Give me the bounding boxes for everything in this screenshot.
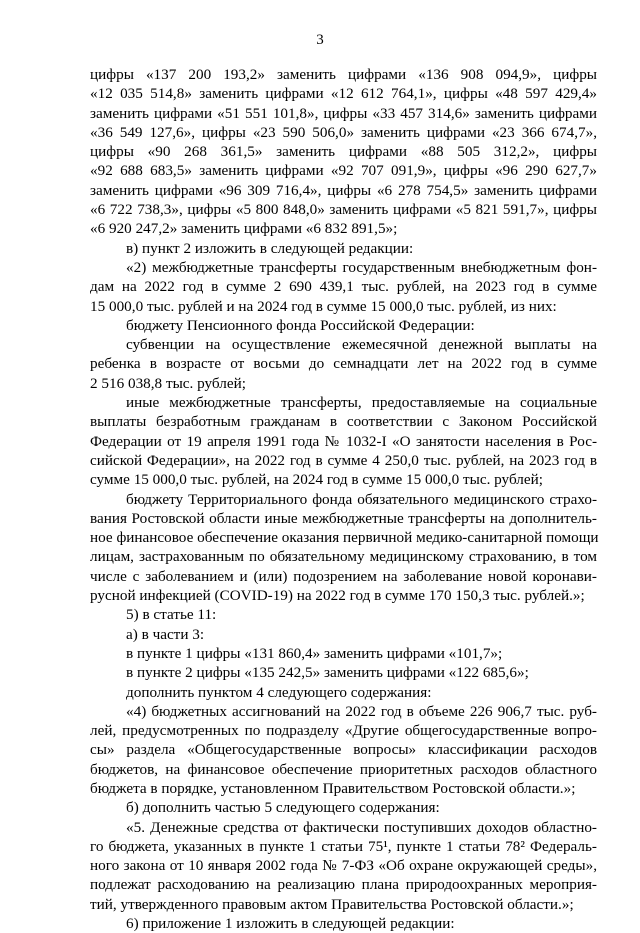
text-line: Федерации от 19 апреля 1991 года № 1032-I «О занятости населения в Рос- [90,432,597,450]
text-line: тий, утвержденного правовым актом Правительства Ростовской области.»; [90,895,574,913]
text-line: «2) межбюджетные трансферты государственным внебюджетным фон- [126,258,597,276]
text-line: 2 516 038,8 тыс. рублей; [90,374,246,392]
text-line: в) пункт 2 изложить в следующей редакции: [126,239,414,257]
text-line: «4) бюджетных ассигнований на 2022 год в объеме 226 906,7 тыс. руб- [126,702,597,720]
text-line: в пункте 2 цифры «135 242,5» заменить цифрами «122 685,6»; [126,664,529,682]
text-line: ребенка в возрасте от восьми до семнадцати лет на 2022 год в сумме [90,355,597,373]
text-line: заменить цифрами «51 551 101,8», цифры «33 457 314,6» заменить цифрами [90,104,597,122]
text-line: лицам, застрахованным по обязательному медицинскому страхованию, в том [90,548,597,566]
text-line: бюджета в порядке, установленном Правительством Ростовской области.»; [90,779,576,797]
text-line: «12 035 514,8» заменить цифрами «12 612 764,1», цифры «48 597 429,4» [90,85,597,103]
page-number: 3 [316,32,324,48]
text-line: бюджету Пенсионного фонда Российской Федерации: [126,316,475,334]
text-line: 6) приложение 1 изложить в следующей редакции: [126,915,455,933]
text-line: иные межбюджетные трансферты, предоставляемые на социальные [126,394,597,412]
document-body [90,65,597,933]
text-line: «92 688 683,5» заменить цифрами «92 707 091,9», цифры «96 290 627,7» [90,162,597,180]
text-line: субвенции на осуществление ежемесячной денежной выплаты на [126,336,597,354]
text-line: бюджетов, на финансовое обеспечение приоритетных расходов областного [90,760,597,778]
text-line: «5. Денежные средства от фактически поступивших доходов областно- [126,818,597,836]
text-line: ного закона от 10 января 2002 года № 7-ФЗ «Об охране окружающей среды», [90,857,597,875]
text-line: сы» раздела «Общегосударственные вопросы» классификации расходов [90,741,597,759]
text-line: цифры «90 268 361,5» заменить цифрами «88 505 312,2», цифры [90,143,597,161]
text-line: бюджету Территориального фонда обязательного медицинского страхо- [126,490,597,508]
text-line: цифры «137 200 193,2» заменить цифрами «136 908 094,9», цифры [90,66,597,83]
text-line: «6 920 247,2» заменить цифрами «6 832 891,5»; [90,220,398,238]
text-line: лей, предусмотренных по подразделу «Другие общегосударственные вопро- [90,722,597,740]
text-line: б) дополнить частью 5 следующего содержания: [126,799,440,817]
text-line: дам на 2022 год в сумме 2 690 439,1 тыс. рублей, на 2023 год в сумме [90,278,597,296]
text-line: 15 000,0 тыс. рублей и на 2024 год в сумме 15 000,0 тыс. рублей, из них: [90,297,557,315]
text-line: числе с заболеванием и (или) подозрением на заболевание новой коронави- [90,567,597,585]
text-line: заменить цифрами «96 309 716,4», цифры «6 278 754,5» заменить цифрами [90,181,597,199]
text-line: сумме 15 000,0 тыс. рублей, на 2024 год в сумме 15 000,0 тыс. рублей; [90,471,543,489]
text-line: «36 549 127,6», цифры «23 590 506,0» заменить цифрами «23 366 674,7», [90,123,597,141]
text-line: сийской Федерации», на 2022 год в сумме 4 250,0 тыс. рублей, на 2023 год в [90,451,597,469]
text-line: ное финансовое обеспечение оказания первичной медико-санитарной помощи [90,529,599,547]
text-line: вания Ростовской области иные межбюджетные трансферты на дополнитель- [90,509,597,527]
text-line: «6 722 738,3», цифры «5 800 848,0» заменить цифрами «5 821 591,7», цифры [90,201,597,219]
text-line: в пункте 1 цифры «131 860,4» заменить цифрами «101,7»; [126,644,503,662]
text-line: подлежат расходованию на реализацию плана природоохранных мероприя- [90,876,597,894]
text-line: го бюджета, указанных в пункте 1 статьи 75¹, пункте 1 статьи 78² Федераль- [90,837,597,855]
text-line: выплаты безработным гражданам в соответствии с Законом Российской [90,413,597,431]
text-line: дополнить пунктом 4 следующего содержания: [126,683,432,701]
text-line: а) в части 3: [126,625,205,643]
text-line: русной инфекцией (COVID-19) на 2022 год в сумме 170 150,3 тыс. рублей.»; [90,587,585,605]
text-line: 5) в статье 11: [126,606,217,624]
